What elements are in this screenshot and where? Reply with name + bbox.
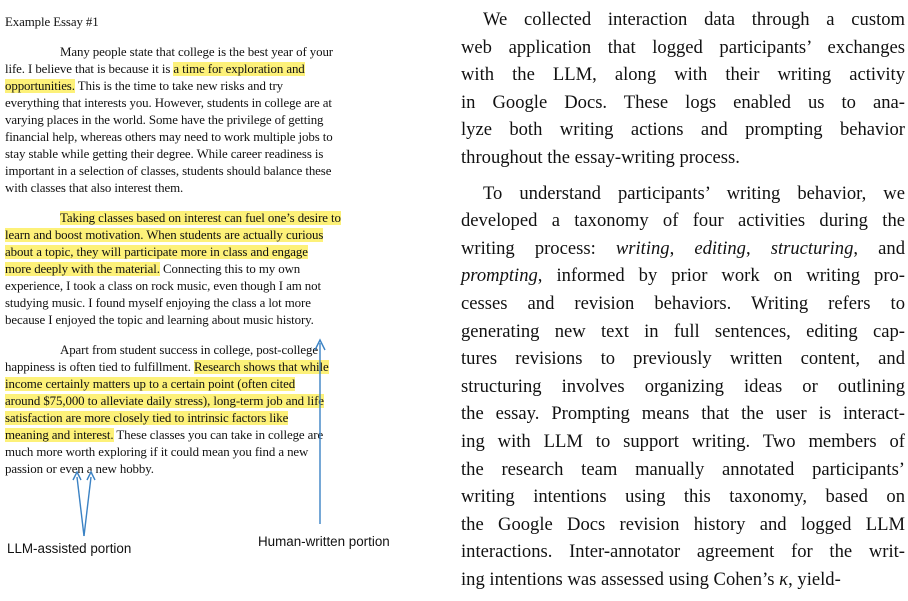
body-line	[461, 6, 905, 34]
italic-term: prompting	[461, 265, 538, 287]
text-span: These classes you can take in college are	[113, 427, 324, 442]
text-span: To understand participants’ writing behavior, we	[483, 182, 905, 204]
essay-line	[5, 393, 405, 410]
example-essay	[5, 14, 405, 491]
essay-paragraph	[5, 44, 405, 197]
text-span: ,	[669, 237, 695, 259]
text-span: writing process:	[461, 237, 616, 259]
text-span: tures revisions to previously written content, and	[461, 348, 905, 370]
essay-line	[5, 312, 405, 329]
essay-paragraph	[5, 210, 405, 329]
text-span: studying music. I found myself enjoying the class a lot more	[5, 295, 311, 310]
body-line	[461, 318, 905, 346]
essay-line	[5, 244, 405, 261]
highlighted-span: more deeply with the material.	[5, 261, 160, 276]
essay-line	[5, 112, 405, 129]
text-span: experience, I took a class on rock music, even though I am not	[5, 278, 321, 293]
highlighted-span: opportunities.	[5, 78, 75, 93]
text-span: web application that logged participants’ exchanges	[461, 36, 905, 58]
essay-line	[5, 146, 405, 163]
text-span: , and	[853, 237, 905, 259]
text-span: because I enjoyed the topic and learning about music history.	[5, 312, 314, 327]
body-line	[461, 262, 905, 290]
body-line	[461, 144, 905, 172]
text-span: with classes that also interest them.	[5, 180, 184, 195]
essay-line	[5, 359, 405, 376]
body-line	[461, 207, 905, 235]
body-line	[461, 34, 905, 62]
text-span: ing with LLM to support writing. Two members of	[461, 430, 905, 452]
text-span: ing intentions was assessed using Cohen’s	[461, 568, 780, 590]
essay-line	[5, 444, 405, 461]
highlighted-span: Taking classes based on interest can fuel one’s desire to	[60, 210, 341, 225]
text-span: financial help, whereas others may need to work multiple jobs to	[5, 129, 333, 144]
body-line	[461, 373, 905, 401]
highlighted-span: Research shows that while	[193, 359, 329, 374]
body-line	[461, 345, 905, 373]
text-span: This is the time to take new risks and try	[74, 78, 283, 93]
highlighted-span: around $75,000 to alleviate daily stress), long-term job and life	[5, 393, 324, 408]
essay-line	[5, 376, 405, 393]
text-span: Connecting this to my own	[159, 261, 301, 276]
essay-line	[5, 61, 405, 78]
text-span: varying places in the world. Some have the privilege of getting	[5, 112, 324, 127]
text-span: ,	[745, 237, 771, 259]
italic-term: editing	[694, 237, 746, 259]
body-line	[461, 290, 905, 318]
body-text-column	[461, 6, 905, 601]
text-span: life. I believe that is because it is	[5, 61, 174, 76]
italic-term: writing	[615, 237, 670, 259]
highlighted-span: about a topic, they will participate more in class and engage	[5, 244, 308, 259]
text-span: everything that interests you. However, students in college are at	[5, 95, 332, 110]
text-span: in Google Docs. These logs enabled us to ana-	[461, 91, 905, 113]
text-span: happiness is often tied to fulfillment.	[5, 359, 194, 374]
essay-line	[5, 227, 405, 244]
essay-paragraphs	[5, 44, 405, 478]
text-span: We collected interaction data through a custom	[483, 9, 905, 30]
text-span: cesses and revision behaviors. Writing refers to	[461, 292, 905, 314]
body-paragraph	[461, 6, 905, 172]
body-line	[461, 538, 905, 566]
text-span: the essay. Prompting means that the user is interact-	[461, 403, 905, 425]
text-span: much more worth exploring if it could mean you find a new	[5, 444, 309, 459]
highlighted-span: a time for exploration and	[173, 61, 305, 76]
essay-paragraph	[5, 342, 405, 478]
essay-line	[5, 295, 405, 312]
text-span: Many people state that college is the best year of your	[60, 44, 333, 59]
text-span: important in a selection of classes, students should balance these	[5, 163, 332, 178]
essay-line	[5, 210, 405, 227]
body-paragraph	[461, 180, 905, 594]
text-span: writing intentions using this taxonomy, based on	[461, 486, 905, 508]
italic-term: κ	[779, 568, 789, 590]
text-span: passion or even a new hobby.	[5, 461, 154, 476]
body-line	[461, 511, 905, 539]
essay-title: Example Essay #1	[5, 15, 99, 29]
essay-line	[5, 95, 405, 112]
highlighted-span: meaning and interest.	[5, 427, 114, 442]
body-line	[461, 483, 905, 511]
body-line	[461, 180, 905, 208]
body-line	[461, 89, 905, 117]
essay-line	[5, 44, 405, 61]
essay-line	[5, 410, 405, 427]
essay-line	[5, 163, 405, 180]
body-line	[461, 235, 905, 263]
highlighted-span: satisfaction are more closely tied to intrinsic factors like	[5, 410, 289, 425]
essay-line	[5, 78, 405, 95]
body-line	[461, 116, 905, 144]
text-span: throughout the essay-writing process.	[461, 146, 740, 168]
body-line	[461, 456, 905, 484]
highlighted-span: learn and boost motivation. When students are actually curious	[5, 227, 324, 242]
llm-assisted-label: LLM-assisted portion	[7, 541, 132, 556]
essay-line	[5, 129, 405, 146]
text-span: , yield-	[788, 568, 841, 590]
italic-term: structuring	[770, 237, 854, 259]
text-span: Apart from student success in college, post-college	[60, 342, 319, 357]
essay-line	[5, 261, 405, 278]
body-line	[461, 428, 905, 456]
text-span: structuring involves organizing ideas or outlining	[461, 375, 905, 397]
body-line	[461, 400, 905, 428]
text-span: stay stable while getting their degree. While career readiness is	[5, 146, 324, 161]
human-written-label: Human-written portion	[258, 534, 390, 549]
essay-line	[5, 427, 405, 444]
essay-line	[5, 180, 405, 197]
essay-line	[5, 461, 405, 478]
essay-line	[5, 342, 405, 359]
text-span: interactions. Inter-annotator agreement for the writ-	[461, 541, 905, 563]
text-span: the research team manually annotated participants’	[461, 458, 905, 480]
text-span: lyze both writing actions and prompting behavior	[461, 119, 905, 141]
text-span: generating new text in full sentences, editing cap-	[461, 320, 905, 342]
text-span: developed a taxonomy of four activities during the	[461, 210, 905, 232]
essay-figure	[0, 0, 440, 580]
text-span: the Google Docs revision history and logged LLM	[461, 513, 905, 535]
body-line	[461, 61, 905, 89]
essay-line	[5, 278, 405, 295]
text-span: with the LLM, along with their writing activity	[461, 64, 905, 86]
highlighted-span: income certainly matters up to a certain point (often cited	[5, 376, 296, 391]
text-span: , informed by prior work on writing pro-	[537, 265, 905, 287]
